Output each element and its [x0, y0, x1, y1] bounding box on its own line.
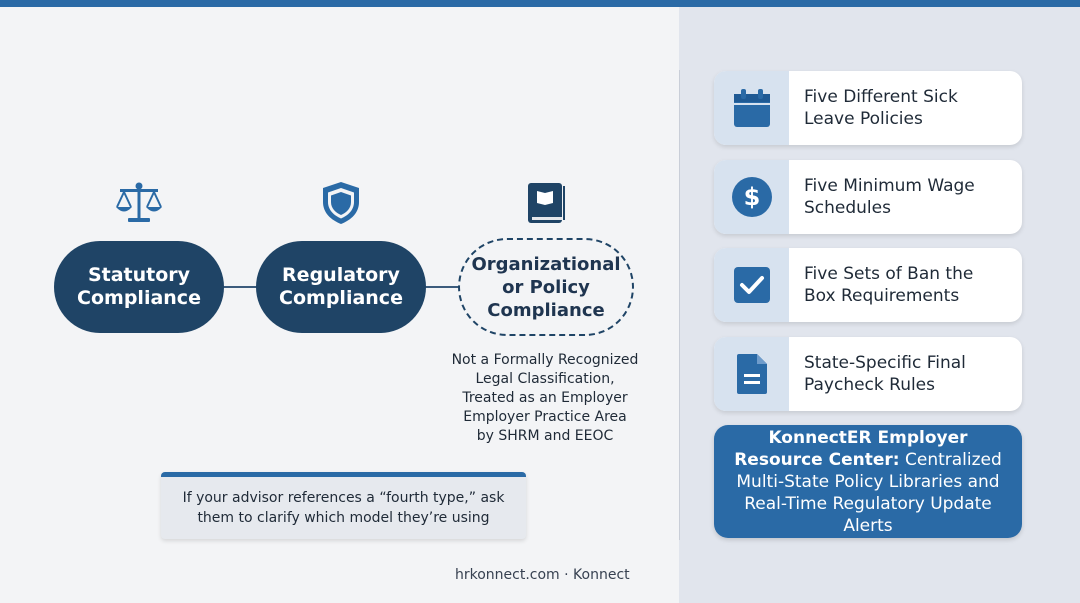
panel-divider — [679, 70, 680, 540]
card-label — [804, 71, 1014, 145]
card-label-line: Schedules — [804, 198, 891, 218]
node-regulatory-compliance — [256, 241, 426, 333]
card-label — [804, 248, 1014, 322]
note-line: Legal Classification, — [475, 371, 615, 387]
connector-line — [222, 286, 258, 288]
node-label-line: Regulatory — [282, 264, 400, 286]
card-label-line: Five Minimum Wage — [804, 176, 975, 196]
card-minimum-wage — [714, 160, 1022, 234]
node-statutory-compliance — [54, 241, 224, 333]
card-final-paycheck — [714, 337, 1022, 411]
scales-icon — [114, 180, 164, 226]
konnect-resource-center-box — [714, 425, 1022, 538]
connector-line — [425, 286, 459, 288]
footer-text: hrkonnect.com · Konnect — [455, 567, 630, 583]
note-line: Treated as an Employer — [462, 390, 628, 406]
note-line: Employer Practice Area — [463, 409, 627, 425]
organizational-note — [434, 351, 656, 446]
card-label-line: Leave Policies — [804, 109, 923, 129]
card-label — [804, 160, 1014, 234]
node-label-line: Statutory — [87, 264, 191, 286]
card-label-line: Five Sets of Ban the — [804, 264, 974, 284]
calendar-icon — [733, 88, 771, 128]
node-organizational-compliance — [458, 238, 634, 336]
dollar-icon — [731, 176, 773, 218]
card-sick-leave — [714, 71, 1022, 145]
note-line: by SHRM and EEOC — [476, 428, 614, 444]
callout-line: them to clarify which model they’re using — [197, 510, 490, 526]
card-label-line: Five Different Sick — [804, 87, 958, 107]
node-label-line: Organizational — [471, 253, 621, 275]
konnect-body-text: Centralized Multi-State Policy Libraries and Real-Time Regulatory Update Alerts — [736, 449, 1002, 536]
card-ban-the-box — [714, 248, 1022, 322]
checkbox-icon — [733, 266, 771, 304]
node-label-line: or Policy — [502, 276, 590, 298]
shield-icon — [320, 180, 362, 226]
card-icon-tile — [714, 160, 789, 234]
advisor-callout — [161, 472, 526, 539]
card-label-line: State-Specific Final — [804, 353, 966, 373]
konnect-text — [728, 427, 1008, 537]
card-icon-tile — [714, 248, 789, 322]
card-label — [804, 337, 1014, 411]
node-label-line: Compliance — [487, 299, 605, 321]
book-icon — [525, 180, 567, 226]
card-label-line: Box Requirements — [804, 286, 960, 306]
card-icon-tile — [714, 337, 789, 411]
node-label-line: Compliance — [279, 287, 403, 309]
konnect-bold-text: KonnectER Employer Resource Center: — [734, 427, 968, 470]
top-accent-bar — [0, 0, 1080, 7]
svg-text:$: $ — [743, 183, 760, 211]
card-icon-tile — [714, 71, 789, 145]
note-line: Not a Formally Recognized — [451, 352, 639, 368]
card-label-line: Paycheck Rules — [804, 375, 936, 395]
document-icon — [735, 353, 769, 395]
node-label-line: Compliance — [77, 287, 201, 309]
callout-line: If your advisor references a “fourth type,” ask — [182, 490, 505, 506]
